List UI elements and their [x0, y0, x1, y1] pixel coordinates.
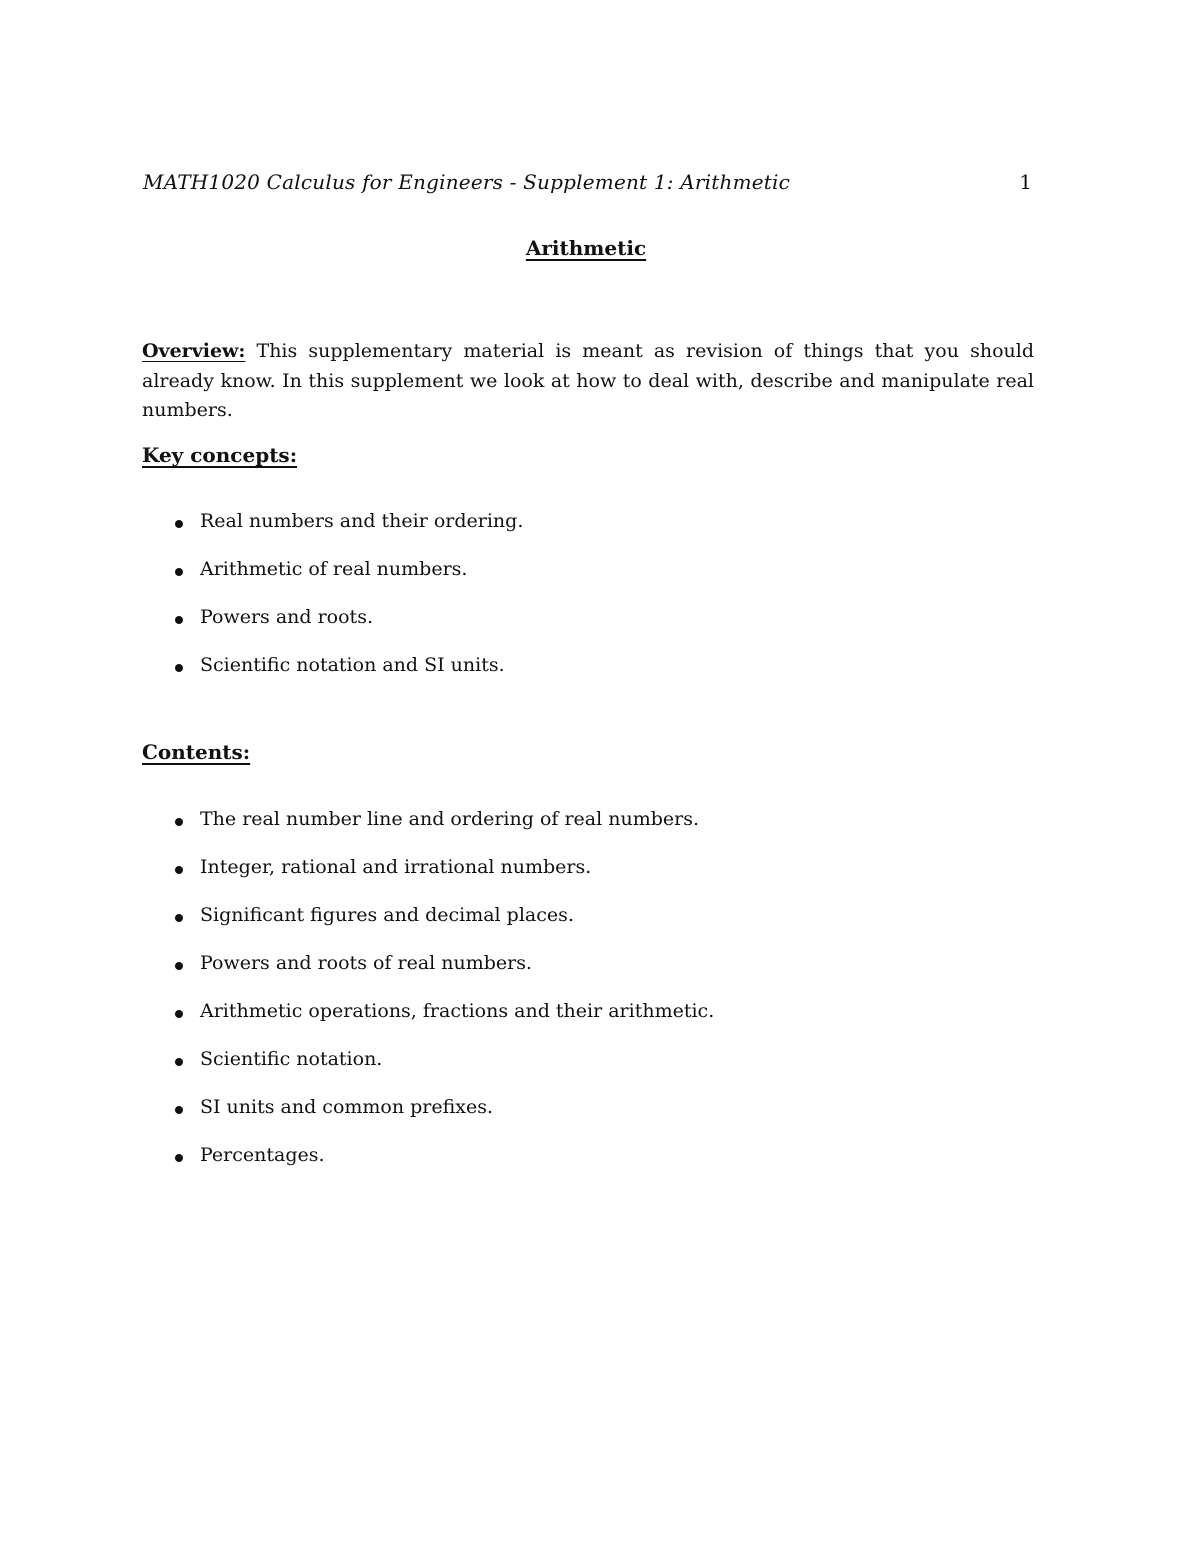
key-concepts-heading: Key concepts: [142, 443, 298, 467]
bullet-icon [175, 1058, 183, 1066]
running-title: MATH1020 Calculus for Engineers - Supplement 1: Arithmetic [143, 170, 791, 194]
bullet-icon [175, 914, 183, 922]
list-item-text: Arithmetic operations, fractions and their arithmetic. [200, 1000, 715, 1022]
list-item [172, 654, 523, 702]
bullet-icon [175, 616, 183, 624]
list-item-text: Percentages. [200, 1144, 325, 1166]
list-item-text: Arithmetic of real numbers. [200, 558, 468, 580]
list-item-text: Powers and roots. [200, 606, 373, 628]
list-item [172, 606, 523, 654]
list-item-text: The real number line and ordering of real numbers. [200, 808, 700, 830]
list-item-text: Significant figures and decimal places. [200, 904, 574, 926]
page-title: Arithmetic [525, 236, 647, 260]
list-item [172, 1000, 714, 1048]
contents-heading: Contents: [142, 740, 251, 764]
list-item [172, 1096, 714, 1144]
bullet-icon [175, 1010, 183, 1018]
list-item [172, 1048, 714, 1096]
list-item-text: Integer, rational and irrational numbers. [200, 856, 592, 878]
list-item [172, 856, 714, 904]
list-item-text: Powers and roots of real numbers. [200, 952, 533, 974]
bullet-icon [175, 520, 183, 528]
page-number: 1 [1019, 170, 1032, 194]
overview-text: This supplementary material is meant as revision of things that you should already know. In this supplement we look at how to deal with, describe and manipulate real numbers. [142, 340, 1034, 421]
bullet-icon [175, 1106, 183, 1114]
list-item [172, 808, 714, 856]
list-item [172, 558, 523, 606]
list-item-text: SI units and common prefixes. [200, 1096, 494, 1118]
running-header [143, 170, 1032, 198]
list-item [172, 904, 714, 952]
list-item [172, 952, 714, 1000]
list-item-text: Scientific notation. [200, 1048, 383, 1070]
bullet-icon [175, 818, 183, 826]
list-item [172, 510, 523, 558]
bullet-icon [175, 1154, 183, 1162]
list-item-text: Scientific notation and SI units. [200, 654, 505, 676]
list-item [172, 1144, 714, 1192]
overview-paragraph [142, 337, 1034, 426]
bullet-icon [175, 866, 183, 874]
bullet-icon [175, 568, 183, 576]
key-concepts-list [172, 510, 523, 702]
contents-list [172, 808, 714, 1192]
bullet-icon [175, 962, 183, 970]
overview-label: Overview: [142, 340, 246, 362]
list-item-text: Real numbers and their ordering. [200, 510, 524, 532]
bullet-icon [175, 664, 183, 672]
